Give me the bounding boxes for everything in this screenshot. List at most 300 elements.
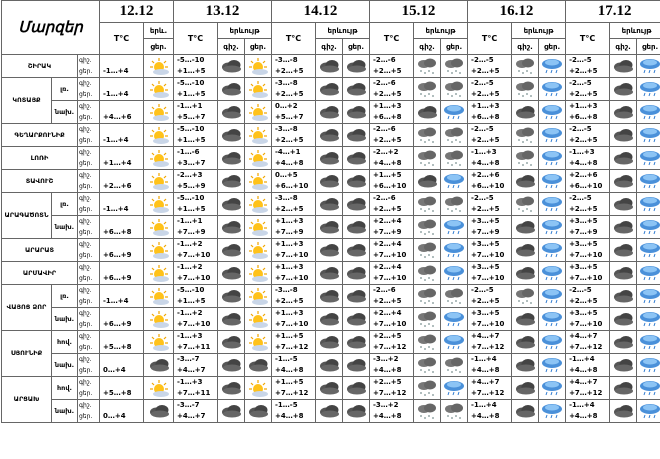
weather-icon-cell <box>218 124 245 147</box>
cloud-icon <box>218 402 244 420</box>
temperature-cell: 0…+5 +6…+10 <box>272 170 316 193</box>
temperature-cell: -1…+2 +7…+10 <box>174 308 218 331</box>
cloud-icon <box>316 402 342 420</box>
rain-icon <box>441 218 467 236</box>
night-subheader: գիշ. <box>218 39 245 55</box>
cloud-icon <box>610 379 636 397</box>
temperature-cell: +1…+3 +7…+10 <box>272 239 316 262</box>
weather-icon-cell <box>610 400 637 423</box>
rain-icon <box>637 172 660 190</box>
day-subheader: ցեր. <box>637 39 660 55</box>
snow-icon <box>441 149 467 167</box>
temp-header: T°C <box>468 23 512 55</box>
weather-icon-cell <box>316 331 343 354</box>
night-day-label: գիշ. ցեր. <box>78 239 100 262</box>
weather-icon-cell <box>610 147 637 170</box>
sun-icon <box>144 379 173 397</box>
cloud-icon <box>610 402 636 420</box>
rain-icon <box>637 126 660 144</box>
weather-icon-cell <box>144 55 174 78</box>
weather-icon-cell <box>144 354 174 377</box>
temperature-cell: +3…+5 +7…+10 <box>566 262 610 285</box>
rain-icon <box>441 333 467 351</box>
weather-icon-cell <box>343 170 370 193</box>
weather-icon-cell <box>637 331 660 354</box>
table-row <box>2 78 660 101</box>
table-row <box>2 354 660 377</box>
weather-icon-cell <box>245 124 272 147</box>
cloud-icon <box>316 80 342 98</box>
cloud-icon <box>343 356 369 374</box>
temperature-cell: -1…+4 +4…+8 <box>468 400 512 423</box>
rain-icon <box>539 264 565 282</box>
sun-icon <box>245 379 271 397</box>
temperature-cell: +5…+8 <box>100 331 144 354</box>
night-day-label: գիշ. ցեր. <box>78 216 100 239</box>
weather-icon-cell <box>144 285 174 308</box>
temp-header: T°C <box>566 23 610 55</box>
snow-icon <box>441 402 467 420</box>
sun-icon <box>245 57 271 75</box>
table-row <box>2 331 660 354</box>
table-row <box>2 377 660 400</box>
temperature-cell: -2…-6 +2…+5 <box>370 124 414 147</box>
temperature-cell: -2…-5 +2…+5 <box>468 124 512 147</box>
temperature-cell: -5…-10 +1…+5 <box>174 78 218 101</box>
weather-icon-cell <box>539 78 566 101</box>
weather-icon-cell <box>539 216 566 239</box>
snow-icon <box>441 126 467 144</box>
cloud-icon <box>218 103 244 121</box>
cloud-icon <box>414 103 440 121</box>
weather-icon-cell <box>245 354 272 377</box>
cloud-icon <box>610 264 636 282</box>
weather-icon-cell <box>610 262 637 285</box>
cloud-icon <box>610 126 636 144</box>
temperature-cell: +3…+5 +7…+10 <box>468 262 512 285</box>
region-name: ԼՈՌԻ <box>2 147 78 170</box>
temperature-cell: +6…+8 <box>100 216 144 239</box>
weather-icon-cell <box>637 124 660 147</box>
snow-icon <box>414 241 440 259</box>
cloud-icon <box>343 310 369 328</box>
weather-icon-cell <box>218 193 245 216</box>
temperature-cell: -2…-5 +2…+5 <box>468 193 512 216</box>
cloud-icon <box>343 195 369 213</box>
weather-icon-cell <box>144 377 174 400</box>
weather-icon-cell <box>512 239 539 262</box>
snow-icon <box>414 402 440 420</box>
weather-icon-cell <box>637 377 660 400</box>
cloud-icon <box>610 172 636 190</box>
cloud-icon <box>610 195 636 213</box>
weather-icon-cell <box>316 124 343 147</box>
temperature-cell: +1…+3 +7…+10 <box>272 262 316 285</box>
region-subarea: լռ. <box>52 193 78 216</box>
cloud-icon <box>316 103 342 121</box>
weather-icon-cell <box>441 55 468 78</box>
temperature-cell: -3…-7 +4…+7 <box>174 354 218 377</box>
snow-icon <box>512 80 538 98</box>
temperature-cell: +1…+3 +6…+8 <box>468 101 512 124</box>
sun-icon <box>144 195 173 213</box>
snow-icon <box>414 287 440 305</box>
table-row <box>2 55 660 78</box>
temperature-cell: -1…+4 <box>100 193 144 216</box>
cloud-icon <box>343 103 369 121</box>
sun-icon <box>144 149 173 167</box>
weather-icon-cell <box>414 78 441 101</box>
snow-icon <box>414 264 440 282</box>
weather-icon-cell <box>414 308 441 331</box>
sun-icon <box>245 287 271 305</box>
cloud-icon <box>343 264 369 282</box>
temperature-cell: +3…+5 +7…+9 <box>468 216 512 239</box>
weather-icon-cell <box>414 285 441 308</box>
weather-icon-cell <box>637 147 660 170</box>
cloud-icon <box>218 149 244 167</box>
temperature-cell: +4…+7 +7…+12 <box>468 331 512 354</box>
table-row <box>2 285 660 308</box>
weather-icon-cell <box>610 377 637 400</box>
cloud-icon <box>218 356 244 374</box>
cloud-icon <box>343 149 369 167</box>
rain-icon <box>637 103 660 121</box>
weather-icon-cell <box>144 400 174 423</box>
cloud-icon <box>316 241 342 259</box>
cloud-icon <box>610 103 636 121</box>
weather-icon-cell <box>316 101 343 124</box>
sun-icon <box>245 195 271 213</box>
weather-icon-cell <box>316 147 343 170</box>
weather-icon-cell <box>218 354 245 377</box>
weather-icon-cell <box>144 216 174 239</box>
temperature-cell: -1…+4 <box>100 78 144 101</box>
night-day-label: գիշ. ցեր. <box>78 400 100 423</box>
temperature-cell: -3…+2 +4…+8 <box>370 400 414 423</box>
weather-icon-cell <box>637 400 660 423</box>
sun-icon <box>245 310 271 328</box>
temperature-cell: 0…+4 <box>100 354 144 377</box>
cloud-icon <box>316 57 342 75</box>
weather-icon-cell <box>610 331 637 354</box>
date-header: 13.12 <box>174 1 272 23</box>
night-day-label: գիշ. ցեր. <box>78 101 100 124</box>
weather-icon-cell <box>343 193 370 216</box>
temperature-cell: +1…+3 +6…+8 <box>370 101 414 124</box>
rain-icon <box>539 126 565 144</box>
cloud-icon <box>144 402 173 420</box>
weather-icon-cell <box>316 308 343 331</box>
weather-icon-cell <box>316 262 343 285</box>
cloud-icon <box>512 333 538 351</box>
weather-icon-cell <box>610 55 637 78</box>
temp-header: T°C <box>100 23 144 55</box>
snow-icon <box>414 195 440 213</box>
temperature-cell: +6…+9 <box>100 239 144 262</box>
cloud-icon <box>512 218 538 236</box>
weather-icon-cell <box>539 170 566 193</box>
weather-icon-cell <box>512 377 539 400</box>
temperature-cell: +1…+4 <box>100 147 144 170</box>
cloud-icon <box>218 172 244 190</box>
cloud-icon <box>610 218 636 236</box>
sun-icon <box>144 241 173 259</box>
weather-icon-cell <box>218 170 245 193</box>
table-row <box>2 147 660 170</box>
weather-icon-cell <box>343 354 370 377</box>
weather-icon-cell <box>512 400 539 423</box>
weather-icon-cell <box>512 78 539 101</box>
cloud-icon <box>610 149 636 167</box>
weather-icon-cell <box>218 400 245 423</box>
temperature-cell: +2…+4 +7…+10 <box>370 262 414 285</box>
cloud-icon <box>610 310 636 328</box>
weather-icon-cell <box>512 193 539 216</box>
cloud-icon <box>316 218 342 236</box>
cloud-icon <box>512 264 538 282</box>
weather-icon-cell <box>245 331 272 354</box>
temperature-cell: -5…-10 +1…+5 <box>174 285 218 308</box>
night-subheader: գիշ. <box>610 39 637 55</box>
temperature-cell: -1…+4 <box>100 124 144 147</box>
cloud-icon <box>316 287 342 305</box>
weather-icon-cell <box>343 400 370 423</box>
table-row <box>2 101 660 124</box>
night-day-label: գիշ. ցեր. <box>78 147 100 170</box>
temperature-cell: +3…+5 +7…+10 <box>566 308 610 331</box>
cloud-icon <box>343 172 369 190</box>
weather-icon-cell <box>539 193 566 216</box>
temperature-cell: -3…-8 +2…+5 <box>272 285 316 308</box>
rain-icon <box>637 287 660 305</box>
temperature-cell: -2…-6 +2…+5 <box>370 78 414 101</box>
cloud-icon <box>316 356 342 374</box>
weather-icon-cell <box>316 193 343 216</box>
day-subheader: ցեր. <box>144 39 174 55</box>
weather-icon-cell <box>610 239 637 262</box>
cloud-icon <box>218 287 244 305</box>
table-row <box>2 124 660 147</box>
temperature-cell: -2…+2 +4…+8 <box>370 147 414 170</box>
cloud-icon <box>512 172 538 190</box>
weather-icon-cell <box>414 400 441 423</box>
weather-icon-cell <box>343 55 370 78</box>
forecast-body <box>2 55 660 423</box>
temperature-cell: +2…+5 +7…+12 <box>370 331 414 354</box>
temperature-cell: -1…+3 +7…+11 <box>174 377 218 400</box>
snow-icon <box>414 126 440 144</box>
region-subarea: հով. <box>52 377 78 400</box>
weather-icon-cell <box>245 147 272 170</box>
temperature-cell: +2…+4 +7…+10 <box>370 239 414 262</box>
weather-icon-cell <box>512 124 539 147</box>
cloud-icon <box>414 172 440 190</box>
table-row <box>2 308 660 331</box>
region-subarea: նախ. <box>52 400 78 423</box>
table-row <box>2 170 660 193</box>
region-name: ՍՅՈՒՆԻՔ <box>2 331 52 377</box>
temperature-cell: -4…+1 +4…+8 <box>272 147 316 170</box>
snow-icon <box>441 356 467 374</box>
snow-icon <box>414 333 440 351</box>
region-name: ԱՐԱԳԱԾՈՏՆ <box>2 193 52 239</box>
cloud-icon <box>343 379 369 397</box>
weather-icon-cell <box>218 216 245 239</box>
weather-icon-cell <box>316 377 343 400</box>
weather-icon-cell <box>245 101 272 124</box>
weather-icon-cell <box>218 239 245 262</box>
temperature-cell: +4…+7 +7…+12 <box>468 377 512 400</box>
weather-icon-cell <box>316 216 343 239</box>
weather-icon-cell <box>414 377 441 400</box>
sun-icon <box>144 264 173 282</box>
weather-icon-cell <box>610 101 637 124</box>
table-title: Մարզեր <box>2 1 100 55</box>
weather-icon-cell <box>245 55 272 78</box>
weather-icon-cell <box>316 400 343 423</box>
temperature-cell: +3…+5 +7…+10 <box>566 239 610 262</box>
weather-icon-cell <box>512 262 539 285</box>
temperature-cell: -1…+3 +7…+11 <box>174 331 218 354</box>
temperature-cell: -1…+1 +5…+7 <box>174 101 218 124</box>
temperature-cell: +2…+6 <box>100 170 144 193</box>
rain-icon <box>637 241 660 259</box>
weather-icon-cell <box>414 331 441 354</box>
temperature-cell: +1…+5 +7…+12 <box>272 331 316 354</box>
temperature-cell: -2…-6 +2…+5 <box>370 55 414 78</box>
temperature-cell: -3…-8 +2…+5 <box>272 78 316 101</box>
region-subarea: նախ. <box>52 308 78 331</box>
weather-icon-cell <box>637 101 660 124</box>
sun-icon <box>144 218 173 236</box>
rain-icon <box>637 310 660 328</box>
weather-icon-cell <box>512 285 539 308</box>
weather-icon-cell <box>512 55 539 78</box>
temperature-cell: -5…-10 +1…+5 <box>174 124 218 147</box>
cloud-icon <box>343 241 369 259</box>
temperature-cell: +1…+3 +7…+9 <box>272 216 316 239</box>
temperature-cell: -1…+3 +4…+8 <box>468 147 512 170</box>
temperature-cell: -3…-7 +4…+7 <box>174 400 218 423</box>
night-day-label: գիշ. ցեր. <box>78 124 100 147</box>
temperature-cell: +4…+6 <box>100 101 144 124</box>
snow-icon <box>414 310 440 328</box>
weather-icon-cell <box>144 331 174 354</box>
temperature-cell: -1…+4 <box>100 285 144 308</box>
weather-icon-cell <box>637 78 660 101</box>
weather-icon-cell <box>245 216 272 239</box>
temperature-cell: -1…+1 +7…+9 <box>174 216 218 239</box>
weather-icon-cell <box>144 170 174 193</box>
cloud-icon <box>316 264 342 282</box>
weather-icon-cell <box>414 124 441 147</box>
date-header: 16.12 <box>468 1 566 23</box>
weather-icon-cell <box>343 239 370 262</box>
sun-icon <box>144 333 173 351</box>
cloud-icon <box>512 103 538 121</box>
sun-icon <box>144 80 173 98</box>
weather-icon-cell <box>441 78 468 101</box>
weather-header: երևույթ <box>316 23 370 39</box>
temperature-cell: +2…+6 +6…+10 <box>566 170 610 193</box>
sun-icon <box>144 172 173 190</box>
weather-icon-cell <box>144 193 174 216</box>
date-header: 15.12 <box>370 1 468 23</box>
rain-icon <box>637 264 660 282</box>
weather-icon-cell <box>512 147 539 170</box>
weather-icon-cell <box>637 193 660 216</box>
day-subheader: ցեր. <box>441 39 468 55</box>
weather-icon-cell <box>637 262 660 285</box>
weather-icon-cell <box>610 354 637 377</box>
cloud-icon <box>610 356 636 374</box>
weather-icon-cell <box>539 377 566 400</box>
cloud-icon <box>512 402 538 420</box>
region-name: ՏԱՎՈՒՇ <box>2 170 78 193</box>
cloud-icon <box>218 333 244 351</box>
weather-icon-cell <box>441 147 468 170</box>
cloud-icon <box>610 287 636 305</box>
night-subheader: գիշ. <box>414 39 441 55</box>
weather-icon-cell <box>343 331 370 354</box>
region-name: ԱՐՑԱԽ <box>2 377 52 423</box>
cloud-icon <box>316 172 342 190</box>
weather-icon-cell <box>144 262 174 285</box>
temperature-cell: -5…-10 +1…+5 <box>174 55 218 78</box>
weather-icon-cell <box>539 147 566 170</box>
day-subheader: ցեր. <box>539 39 566 55</box>
weather-icon-cell <box>218 147 245 170</box>
temperature-cell: -1…+4 +4…+8 <box>468 354 512 377</box>
weather-icon-cell <box>610 285 637 308</box>
cloud-icon <box>218 241 244 259</box>
cloud-icon <box>218 379 244 397</box>
rain-icon <box>539 195 565 213</box>
weather-icon-cell <box>414 55 441 78</box>
cloud-icon <box>343 287 369 305</box>
weather-icon-cell <box>610 216 637 239</box>
cloud-icon <box>218 218 244 236</box>
temperature-cell: -2…-5 +2…+5 <box>468 285 512 308</box>
temperature-cell: 0…+2 +5…+7 <box>272 101 316 124</box>
temperature-cell: -2…-5 +2…+5 <box>566 124 610 147</box>
temperature-cell: +1…+5 +6…+10 <box>370 170 414 193</box>
night-day-label: գիշ. ցեր. <box>78 262 100 285</box>
sun-icon <box>245 80 271 98</box>
weather-icon-cell <box>539 239 566 262</box>
weather-icon-cell <box>637 170 660 193</box>
region-name: ԱՐԱՐԱՏ <box>2 239 78 262</box>
weather-icon-cell <box>245 193 272 216</box>
rain-icon <box>637 57 660 75</box>
snow-icon <box>414 57 440 75</box>
weather-icon-cell <box>441 101 468 124</box>
temperature-cell: -3…+2 +4…+8 <box>370 354 414 377</box>
weather-icon-cell <box>539 262 566 285</box>
weather-icon-cell <box>512 331 539 354</box>
snow-icon <box>512 287 538 305</box>
temperature-cell: +3…+5 +7…+9 <box>566 216 610 239</box>
night-subheader: գիշ. <box>512 39 539 55</box>
weather-icon-cell <box>343 147 370 170</box>
temperature-cell: +2…+4 +7…+10 <box>370 308 414 331</box>
night-day-label: գիշ. ցեր. <box>78 285 100 308</box>
weather-icon-cell <box>316 354 343 377</box>
day-subheader: ցեր. <box>245 39 272 55</box>
temp-header: T°C <box>174 23 218 55</box>
rain-icon <box>637 379 660 397</box>
